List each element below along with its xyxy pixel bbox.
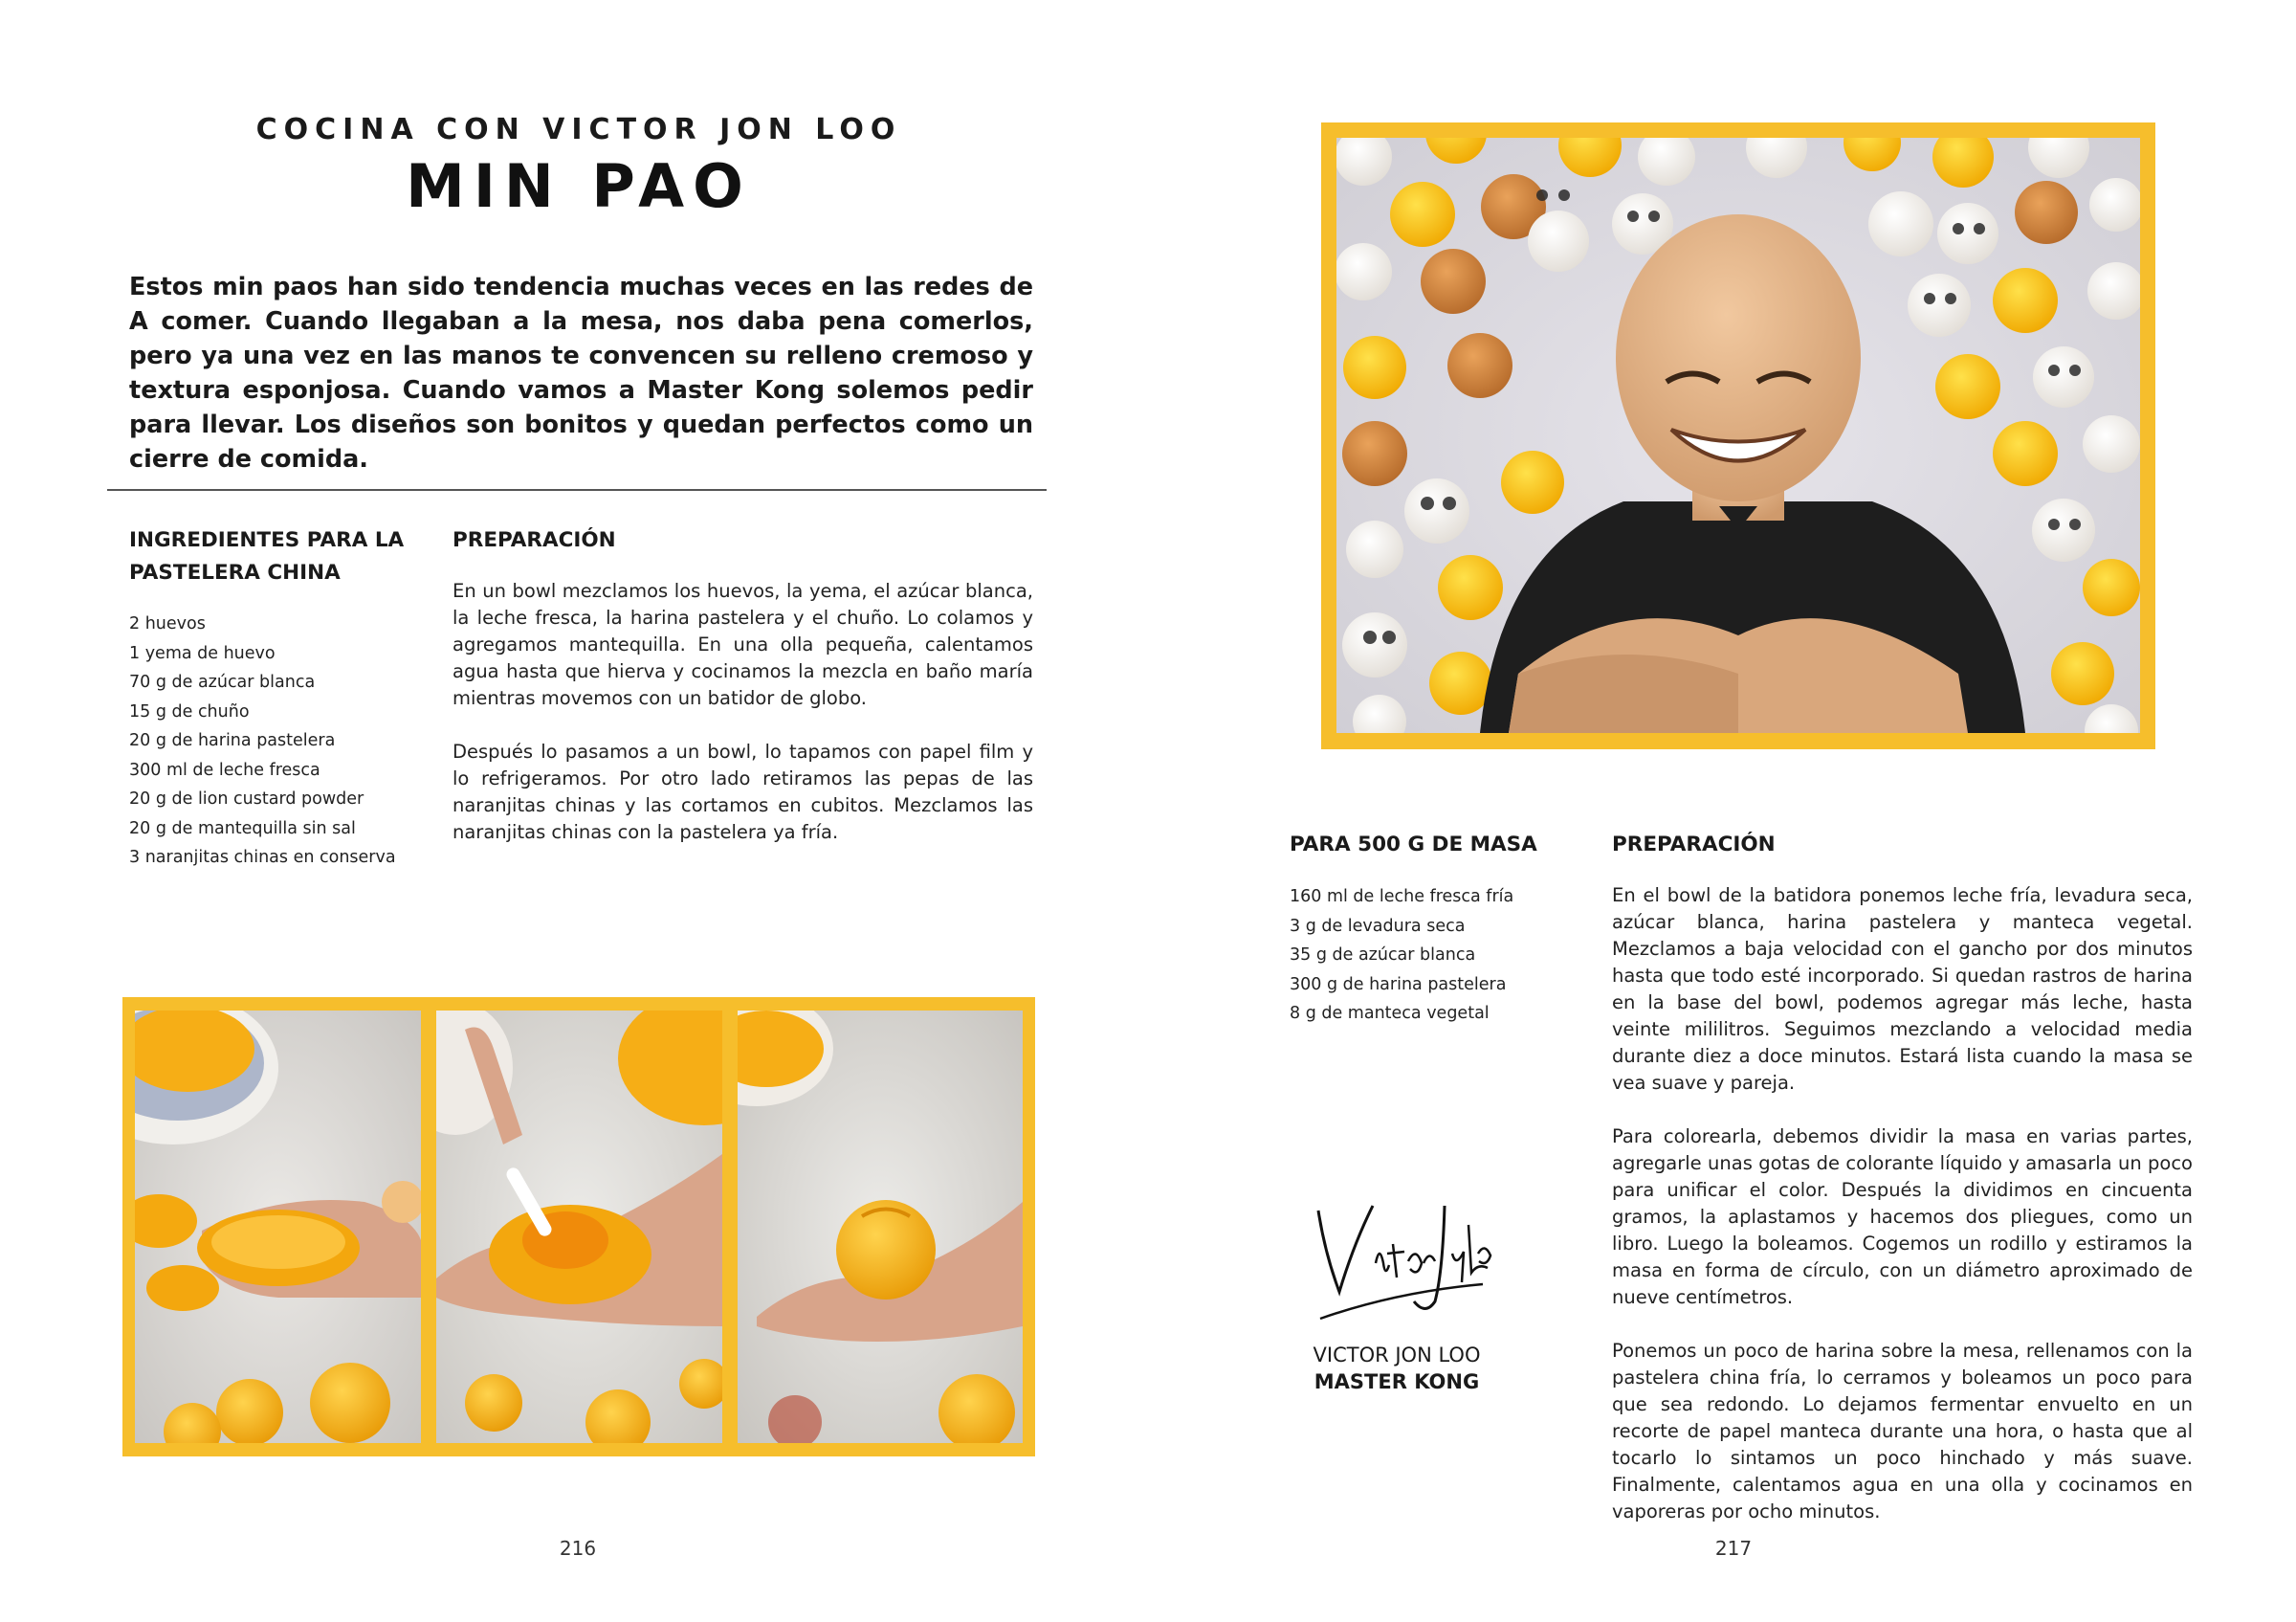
recipe-title: MIN PAO xyxy=(406,151,752,221)
chapter-kicker: COCINA CON VICTOR JON LOO xyxy=(255,113,902,146)
dough-section xyxy=(1290,829,1596,1029)
handwritten-signature-icon xyxy=(1301,1187,1492,1330)
preparation-heading-right: PREPARACIÓN xyxy=(1612,833,1776,856)
ingredient-item: 20 g de lion custard powder xyxy=(129,789,364,809)
dough-ingredient-item: 35 g de azúcar blanca xyxy=(1290,945,1476,965)
preparation-section-right xyxy=(1612,829,2193,1552)
ingredient-item: 15 g de chuño xyxy=(129,701,250,722)
dough-heading: PARA 500 G DE MASA xyxy=(1290,833,1537,856)
ingredient-item: 20 g de harina pastelera xyxy=(129,731,336,750)
signature-caption xyxy=(1282,1342,1512,1395)
page-number-right: 217 xyxy=(1714,1537,1753,1560)
dough-preparation-paragraph: En el bowl de la batidora ponemos leche fría, levadura seca, azúcar blanca, harina pastelera y manteca vegetal. Mezclamos a baja velocidad con el gancho por dos minutos hasta que todo esté incorporado. Si quedan rastros de harina en la base del bowl, podemos agregar más leche, hasta veinte mililitros. Seguimos mezclando a velocidad media durante diez a doce minutos. Estará lista cuando la masa se vea suave y pareja. xyxy=(1612,884,2193,1094)
ingredient-item: 300 ml de leche fresca xyxy=(129,760,320,780)
ingredients-heading-line2: PASTELERA CHINA xyxy=(129,561,341,585)
ingredients-list xyxy=(129,610,416,873)
step-photo-dough-flattened xyxy=(135,1011,421,1443)
ingredient-item: 2 huevos xyxy=(129,614,206,633)
section-divider xyxy=(107,489,1047,491)
step-photo-filling-dough xyxy=(436,1011,722,1443)
preparation-paragraph: Después lo pasamos a un bowl, lo tapamos con papel film y lo refrigeramos. Por otro lado retiramos las pepas de las naranjitas chinas y las cortamos en cubitos. Mezclamos las naranjitas chinas con la pastelera ya fría. xyxy=(453,741,1033,843)
ingredient-item: 1 yema de huevo xyxy=(129,643,276,663)
ingredient-item: 70 g de azúcar blanca xyxy=(129,673,316,692)
dough-ingredient-item: 300 g de harina pastelera xyxy=(1290,974,1507,994)
dough-preparation-paragraph: Ponemos un poco de harina sobre la mesa, rellenamos con la pastelera china fría, lo cerramos y boleamos un poco para que sea redondo. Lo dejamos fermentar envuelto en un recorte de papel manteca durante una hora, o hasta que al tocarlo lo sintamos un poco hinchado y más suave. Finalmente, calentamos agua en una olla y cocinamos en vaporeras por ocho minutos. xyxy=(1612,1340,2193,1522)
page-number-left: 216 xyxy=(559,1537,597,1560)
dough-ingredient-item: 3 g de levadura seca xyxy=(1290,916,1466,936)
dough-ingredient-item: 8 g de manteca vegetal xyxy=(1290,1004,1490,1023)
step-photos-frame xyxy=(122,997,1035,1456)
dough-ingredients-list xyxy=(1290,882,1596,1029)
ingredient-item: 20 g de mantequilla sin sal xyxy=(129,818,356,838)
step-photo-closed-bun xyxy=(738,1011,1023,1443)
chef-photo xyxy=(1336,138,2140,733)
preparation-heading: PREPARACIÓN xyxy=(453,528,616,552)
ingredients-heading xyxy=(129,524,416,589)
signature-business: MASTER KONG xyxy=(1314,1370,1480,1393)
recipe-intro: Estos min paos han sido tendencia muchas veces en las redes de A comer. Cuando llegaban a la mesa, nos daba pena comerlos, pero ya una vez en las manos te convencen su relleno cremoso y textura esponjosa. Cuando vamos a Master Kong solemos pedir para llevar. Los diseños son bonitos y quedan perfectos como un cierre de comida. xyxy=(129,273,1033,474)
dough-preparation-paragraph: Para colorearla, debemos dividir la masa en varias partes, agregarle unas gotas de colorante líquido y amasarla un poco para unificar el color. Después la dividimos en cincuenta gramos, la aplastamos y hacemos dos pliegues, como un libro. Luego la boleamos. Cogemos un rodillo y estiramos la masa en forma de círculo, con un diámetro aproximado de nueve centímetros. xyxy=(1612,1125,2193,1308)
ingredient-item: 3 naranjitas chinas en conserva xyxy=(129,848,396,867)
preparation-section-left xyxy=(453,524,1033,873)
ingredients-section xyxy=(129,524,416,873)
ingredients-heading-line1: INGREDIENTES PARA LA xyxy=(129,528,405,552)
chef-photo-frame xyxy=(1321,122,2155,749)
signature-name: VICTOR JON LOO xyxy=(1313,1344,1481,1366)
dough-ingredient-item: 160 ml de leche fresca fría xyxy=(1290,887,1514,906)
preparation-paragraph: En un bowl mezclamos los huevos, la yema, el azúcar blanca, la leche fresca, la harina pastelera y el chuño. Lo colamos y agregamos mantequilla. En una olla pequeña, calentamos agua hasta que hierva y cocinamos la mezcla en baño maría mientras movemos con un batidor de globo. xyxy=(453,580,1033,709)
